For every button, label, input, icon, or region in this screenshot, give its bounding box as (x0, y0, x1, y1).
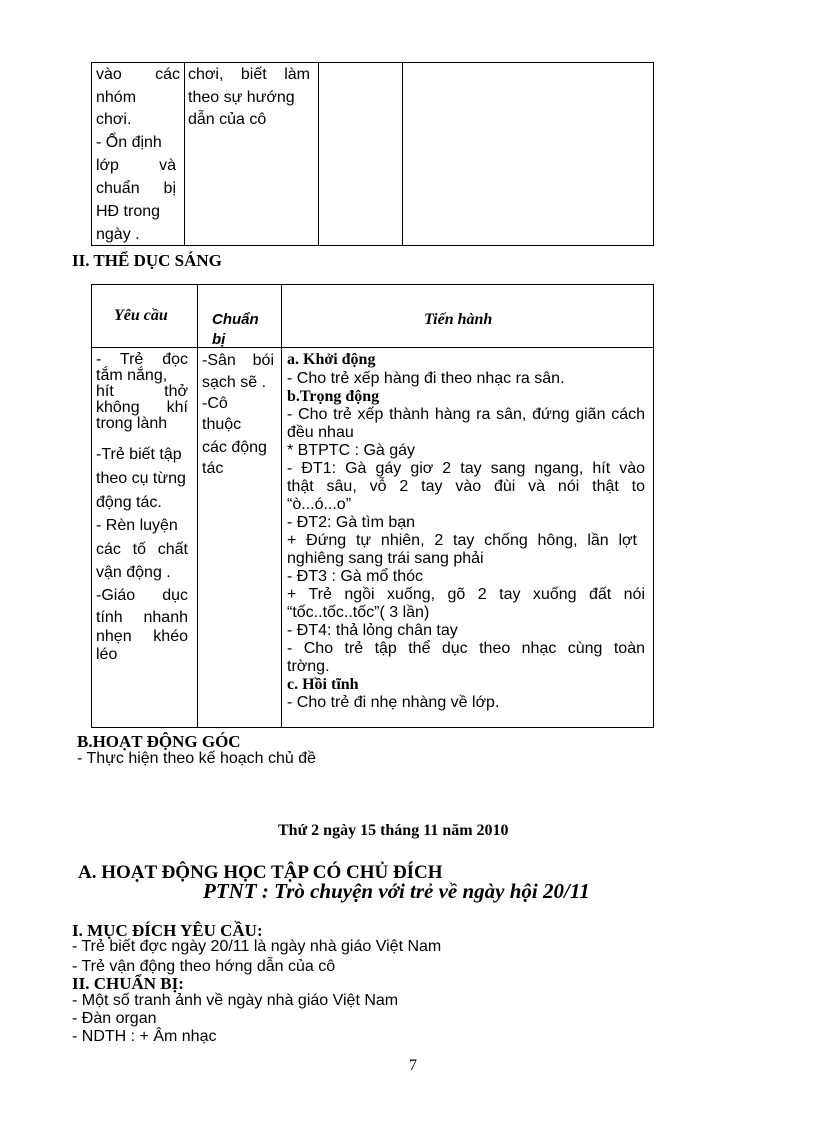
yeu-cau-line: hít thở (96, 383, 188, 400)
section-title-the-duc-sang: II. THỂ DỤC SÁNG (72, 251, 222, 270)
section-a-title: A. HOẠT ĐỘNG HỌC TẬP CÓ CHỦ ĐÍCH (78, 862, 443, 883)
chuan-bi-line: thuộc (202, 416, 242, 433)
yeu-cau-line: vận động . (96, 564, 171, 581)
tien-hanh-line: - ĐT3 : Gà mổ thóc (287, 568, 424, 585)
tien-hanh-line: - ĐT2: Gà tìm bạn (287, 514, 416, 531)
page-number: 7 (409, 1057, 417, 1074)
yeu-cau-line: tính nhanh (96, 609, 188, 626)
table1-col1-line: lớp và (96, 157, 176, 174)
tien-hanh-line: - ĐT4: thả lỏng chân tay (287, 622, 458, 639)
yeu-cau-line: các tố chất (96, 541, 188, 558)
table1-col1-line: chuẩn bị (96, 180, 176, 197)
yeu-cau-line: theo cụ từng (96, 470, 186, 487)
chuan-bi-line: -Cô (202, 395, 228, 412)
tien-hanh-line: + Trẻ ngồi xuống, gõ 2 tay xuống đất nói (287, 586, 645, 603)
date-line: Thứ 2 ngày 15 tháng 11 năm 2010 (278, 822, 509, 839)
header-yeu-cau: Yêu cầu (114, 307, 168, 324)
chuan-bi-list-line: - Đàn organ (72, 1010, 157, 1027)
yeu-cau-line: léo (96, 646, 118, 663)
header-tien-hanh: Tiến hành (424, 311, 493, 328)
chuan-bi-line: sạch sẽ . (202, 374, 267, 391)
section-b-title: B.HOẠT ĐỘNG GÓC (77, 732, 241, 751)
table1-col2-line: chơi, biết làm (188, 66, 310, 83)
yeu-cau-line: tắm nắng, (96, 367, 168, 384)
table1-col1-line: ngày . (96, 226, 140, 243)
tien-hanh-line: - ĐT1: Gà gáy giơ 2 tay sang ngang, hít vào (287, 460, 645, 477)
tien-hanh-line: đều nhau (287, 424, 354, 441)
tien-hanh-line: thật sâu, vỗ 2 tay vào đùi và nói thật to (287, 478, 645, 495)
table1-col1-line: HĐ trong (96, 203, 161, 220)
tien-hanh-line: * BTPTC : Gà gáy (287, 442, 416, 459)
section-a-subtitle: PTNT : Trò chuyện với trẻ về ngày hội 20/11 (203, 879, 590, 903)
muc-dich-line: - Trẻ vận động theo hớng dẫn của cô (72, 958, 336, 975)
tien-hanh-line: nghiêng sang trái sang phải (287, 550, 484, 567)
yeu-cau-line: - Rèn luyện (96, 517, 178, 534)
tien-hanh-line: - Cho trẻ tập thể dục theo nhạc cùng toàn (287, 640, 645, 657)
yeu-cau-line: nhẹn khéo (96, 628, 188, 645)
muc-dich-title: I. MỤC ĐÍCH YÊU CẦU: (72, 921, 263, 940)
table1-col2-line: theo sự hướng (188, 89, 295, 106)
tien-hanh-line: “ò...ó...o” (287, 496, 352, 513)
chuan-bi-line: tác (202, 460, 224, 477)
header-chuan-bi: Chuẩn bị (212, 311, 259, 348)
tien-hanh-line: trờng. (287, 658, 330, 675)
tien-hanh-heading: a. Khởi động (287, 351, 376, 368)
yeu-cau-line: động tác. (96, 494, 162, 511)
yeu-cau-line: không khí (96, 399, 188, 416)
tien-hanh-line: + Đứng tự nhiên, 2 tay chống hông, lần lợt (287, 532, 637, 549)
tien-hanh-line: - Cho trẻ xếp thành hàng ra sân, đứng giãn cách (287, 406, 645, 423)
tien-hanh-line: - Cho trẻ đi nhẹ nhàng về lớp. (287, 694, 500, 711)
tien-hanh-line: “tốc..tốc..tốc”( 3 lần) (287, 604, 430, 621)
chuan-bi-line: -Sân bói (202, 352, 274, 369)
table1-col1-line: vào các (96, 66, 180, 83)
tien-hanh-heading: c. Hồi tĩnh (287, 676, 359, 693)
yeu-cau-line: trong lành (96, 415, 168, 432)
table1-col1-line: - Ổn định (96, 134, 162, 151)
chuan-bi-list-line: - NDTH : + Âm nhạc (72, 1028, 217, 1045)
table1-col1-line: nhóm (96, 89, 137, 106)
tien-hanh-line: - Cho trẻ xếp hàng đi theo nhạc ra sân. (287, 370, 565, 387)
yeu-cau-line: - Trẻ đọc (96, 351, 188, 368)
yeu-cau-line: -Giáo dục (96, 587, 188, 604)
table1-col1-line: chơi. (96, 111, 132, 128)
section-b-line: - Thực hiện theo kế hoạch chủ đề (77, 750, 317, 767)
tien-hanh-heading: b.Trọng động (287, 388, 380, 405)
yeu-cau-line: -Trẻ biết tập (96, 446, 182, 463)
chuan-bi-list-line: - Một số tranh ảnh về ngày nhà giáo Việt Nam (72, 992, 399, 1009)
chuan-bi-title: II. CHUẨN BỊ: (72, 974, 184, 993)
chuan-bi-line: các động (202, 439, 267, 456)
muc-dich-line: - Trẻ biết đợc ngày 20/11 là ngày nhà giáo Việt Nam (72, 938, 442, 955)
table1-col2-line: dẫn của cô (188, 111, 267, 128)
